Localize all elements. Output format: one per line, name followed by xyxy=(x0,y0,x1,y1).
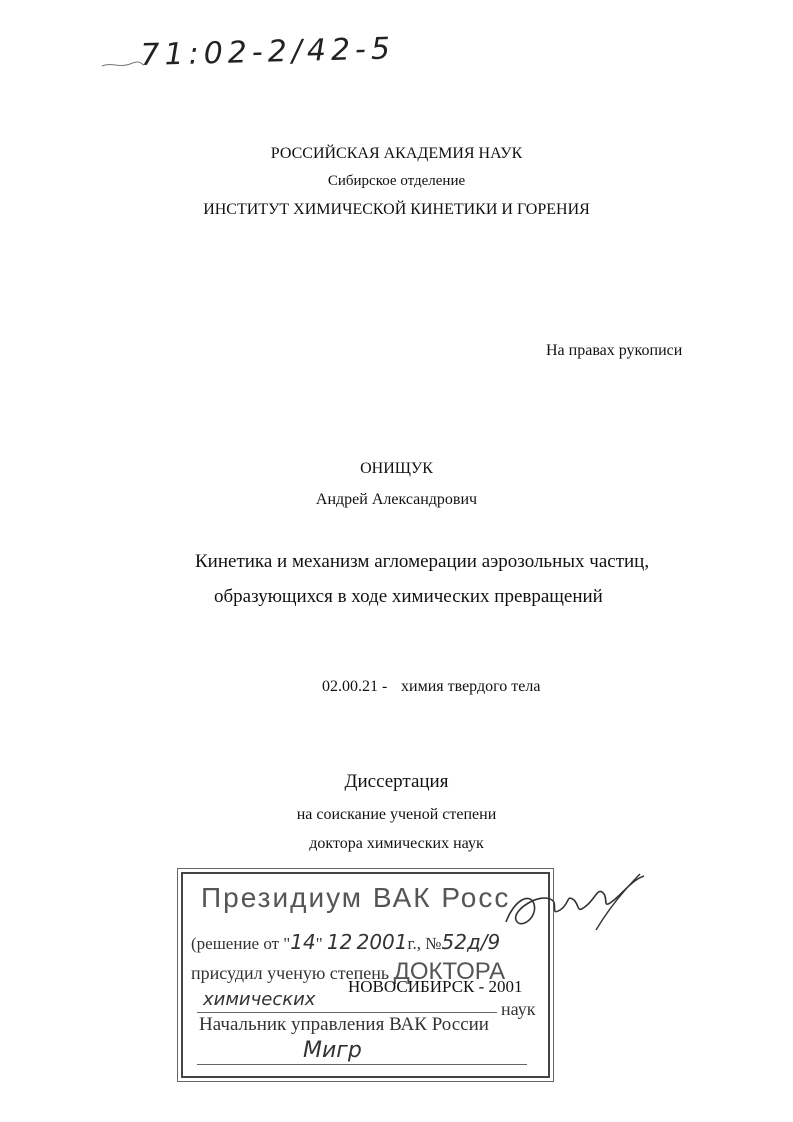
signature-scribble xyxy=(500,870,650,940)
stamp-decision-day: 14 xyxy=(290,930,316,954)
vak-approval-stamp xyxy=(181,872,550,1078)
specialty-code: 02.00.21 - xyxy=(322,678,388,695)
stamp-science-suffix: наук xyxy=(501,999,536,1019)
degree-purpose-line-2: доктора химических наук xyxy=(309,835,484,852)
stamp-awarded-prefix: присудил ученую степень xyxy=(191,963,390,983)
stamp-decision-mid: " xyxy=(315,934,323,953)
scribble-mark xyxy=(100,58,146,70)
stamp-head-title: Начальник управления ВАК России xyxy=(199,1014,489,1035)
author-given-names: Андрей Александрович xyxy=(315,491,478,508)
stamp-science-handwritten: химических xyxy=(203,989,316,1010)
place-and-year: НОВОСИБИРСК - 2001 xyxy=(348,977,523,996)
stamp-decision-month: 12 xyxy=(326,930,353,954)
stamp-decision-prefix: (решение от " xyxy=(191,934,291,953)
stamp-header: Президиум ВАК Росс xyxy=(201,882,511,913)
academy-name: РОССИЙСКАЯ АКАДЕМИЯ НАУК xyxy=(270,145,523,162)
institute-name: ИНСТИТУТ ХИМИЧЕСКОЙ КИНЕТИКИ И ГОРЕНИЯ xyxy=(203,201,590,218)
specialty-name: химия твердого тела xyxy=(401,678,541,695)
stamp-decision-line xyxy=(191,930,500,954)
author-surname: ОНИЩУК xyxy=(360,460,433,477)
stamp-signature-line xyxy=(197,1064,527,1065)
thesis-title-line-2: образующихся в ходе химических превращений xyxy=(214,586,603,607)
manuscript-rights: На правах рукописи xyxy=(546,342,683,359)
dissertation-label: Диссертация xyxy=(344,771,449,792)
archive-number: 71:02-2/42-5 xyxy=(140,31,396,73)
stamp-awarded-degree: ДОКТОРА xyxy=(393,958,506,985)
branch-name: Сибирское отделение xyxy=(327,173,466,189)
thesis-title-line-1: Кинетика и механизм агломерации аэрозольных частиц, xyxy=(195,551,650,572)
stamp-underline xyxy=(197,1012,497,1013)
stamp-head-signature: Мигр xyxy=(303,1038,362,1063)
stamp-decision-suffix: г., № xyxy=(407,934,442,953)
stamp-decision-number: 52д/9 xyxy=(441,930,501,954)
degree-purpose-line-1: на соискание ученой степени xyxy=(296,806,497,823)
stamp-decision-year: 2001 xyxy=(356,930,408,954)
